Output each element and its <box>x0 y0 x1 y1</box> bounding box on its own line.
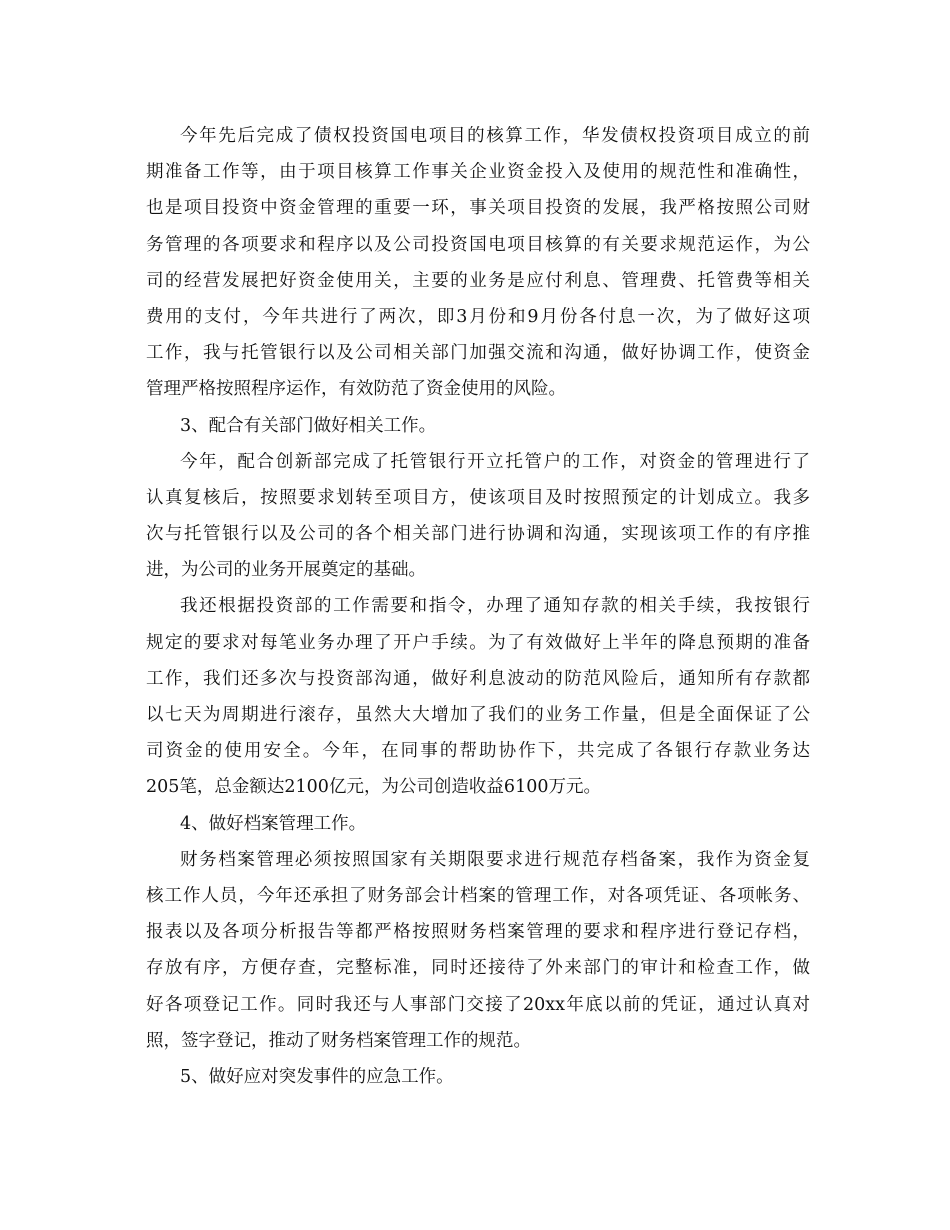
text-line: 司资金的使用安全。今年，在同事的帮助协作下，共完成了各银行存款业务达 <box>146 741 810 762</box>
text-line: 核工作人员，今年还承担了财务部会计档案的管理工作，对各项凭证、各项帐务、 <box>146 885 810 906</box>
text-line: 财务档案管理必须按照国家有关期限要求进行规范存档备案，我作为资金复 <box>180 849 810 870</box>
text-line: 5、做好应对突发事件的应急工作。 <box>180 1066 454 1087</box>
text-line: 今年先后完成了债权投资国电项目的核算工作，华发债权投资项目成立的前 <box>180 126 810 146</box>
text-line: 今年，配合创新部完成了托管银行开立托管户的工作，对资金的管理进行了 <box>180 451 810 472</box>
text-line: 工作，我与托管银行以及公司相关部门加强交流和沟通，做好协调工作，使资金 <box>146 343 810 364</box>
text-line: 4、做好档案管理工作。 <box>180 813 367 834</box>
text-line: 期准备工作等，由于项目核算工作事关企业资金投入及使用的规范性和准确性， <box>146 162 810 183</box>
text-line: 次与托管银行以及公司的各个相关部门进行协调和沟通，实现该项工作的有序推 <box>146 524 810 545</box>
text-line: 也是项目投资中资金管理的重要一环，事关项目投资的发展，我严格按照公司财 <box>146 198 810 219</box>
text-line: 照，签字登记，推动了财务档案管理工作的规范。 <box>146 1030 531 1051</box>
text-line: 务管理的各项要求和程序以及公司投资国电项目核算的有关要求规范运作，为公 <box>146 234 810 255</box>
text-line: 费用的支付，今年共进行了两次，即3月份和9月份各付息一次，为了做好这项 <box>146 306 810 327</box>
text-line: 我还根据投资部的工作需要和指令，办理了通知存款的相关手续，我按银行 <box>180 596 810 617</box>
text-line: 管理严格按照程序运作，有效防范了资金使用的风险。 <box>146 379 566 400</box>
text-line: 存放有序，方便存查，完整标准，同时还接待了外来部门的审计和检查工作，做 <box>146 958 810 979</box>
text-line: 205笔，总金额达2100亿元，为公司创造收益6100万元。 <box>146 777 601 798</box>
text-line: 以七天为周期进行滚存，虽然大大增加了我们的业务工作量，但是全面保证了公 <box>146 705 810 725</box>
text-line: 认真复核后，按照要求划转至项目方，使该项目及时按照预定的计划成立。我多 <box>146 487 810 508</box>
text-line: 规定的要求对每笔业务办理了开户手续。为了有效做好上半年的降息预期的准备 <box>146 632 810 653</box>
text-line: 工作，我们还多次与投资部沟通，做好利息波动的防范风险后，通知所有存款都 <box>146 668 810 689</box>
text-line: 进，为公司的业务开展奠定的基础。 <box>146 560 426 581</box>
document-body <box>146 118 810 1095</box>
text-line: 好各项登记工作。同时我还与人事部门交接了20xx年底以前的凭证，通过认真对 <box>146 994 810 1015</box>
text-line: 3、配合有关部门做好相关工作。 <box>180 415 437 436</box>
text-line: 司的经营发展把好资金使用关，主要的业务是应付利息、管理费、托管费等相关 <box>146 270 810 291</box>
text-line: 报表以及各项分析报告等都严格按照财务档案管理的要求和程序进行登记存档， <box>146 922 810 943</box>
